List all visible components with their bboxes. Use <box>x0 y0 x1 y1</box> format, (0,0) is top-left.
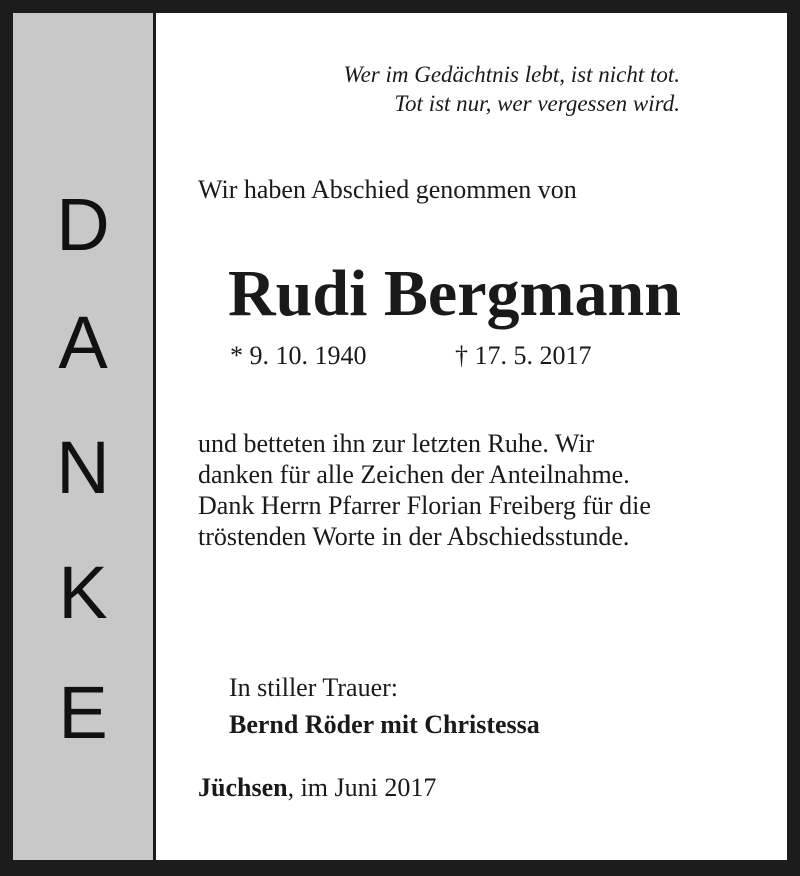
quote-line-2: Tot ist nur, wer vergessen wird. <box>394 91 680 116</box>
birth-date: * 9. 10. 1940 <box>230 341 367 370</box>
thanks-line-3: Dank Herrn Pfarrer Florian Freiberg für die <box>198 491 651 520</box>
deceased-name: Rudi Bergmann <box>228 257 681 330</box>
memorial-quote <box>200 60 680 118</box>
sidebar-letter-a: A <box>58 301 108 384</box>
sidebar-letter-d: D <box>56 183 110 266</box>
thanks-line-4: tröstenden Worte in der Abschiedsstunde. <box>198 522 630 551</box>
sidebar-letter-k: K <box>58 551 108 634</box>
mourners-names: Bernd Röder mit Christessa <box>229 710 540 739</box>
sidebar-letter-e: E <box>58 671 108 754</box>
sidebar-letter-n: N <box>56 426 110 509</box>
thanks-line-2: danken für alle Zeichen der Anteilnahme. <box>198 460 630 489</box>
thanks-line-1: und betteten ihn zur letzten Ruhe. Wir <box>198 429 595 458</box>
death-date: † 17. 5. 2017 <box>455 341 592 370</box>
place-and-date <box>198 772 436 804</box>
date-text: , im Juni 2017 <box>287 773 437 802</box>
danke-sidebar <box>13 13 156 860</box>
mourning-label: In stiller Trauer: <box>229 673 398 702</box>
thanks-paragraph <box>198 428 651 552</box>
quote-line-1: Wer im Gedächtnis lebt, ist nicht tot. <box>343 62 680 87</box>
place-name: Jüchsen <box>198 773 288 802</box>
intro-text: Wir haben Abschied genommen von <box>198 175 577 204</box>
